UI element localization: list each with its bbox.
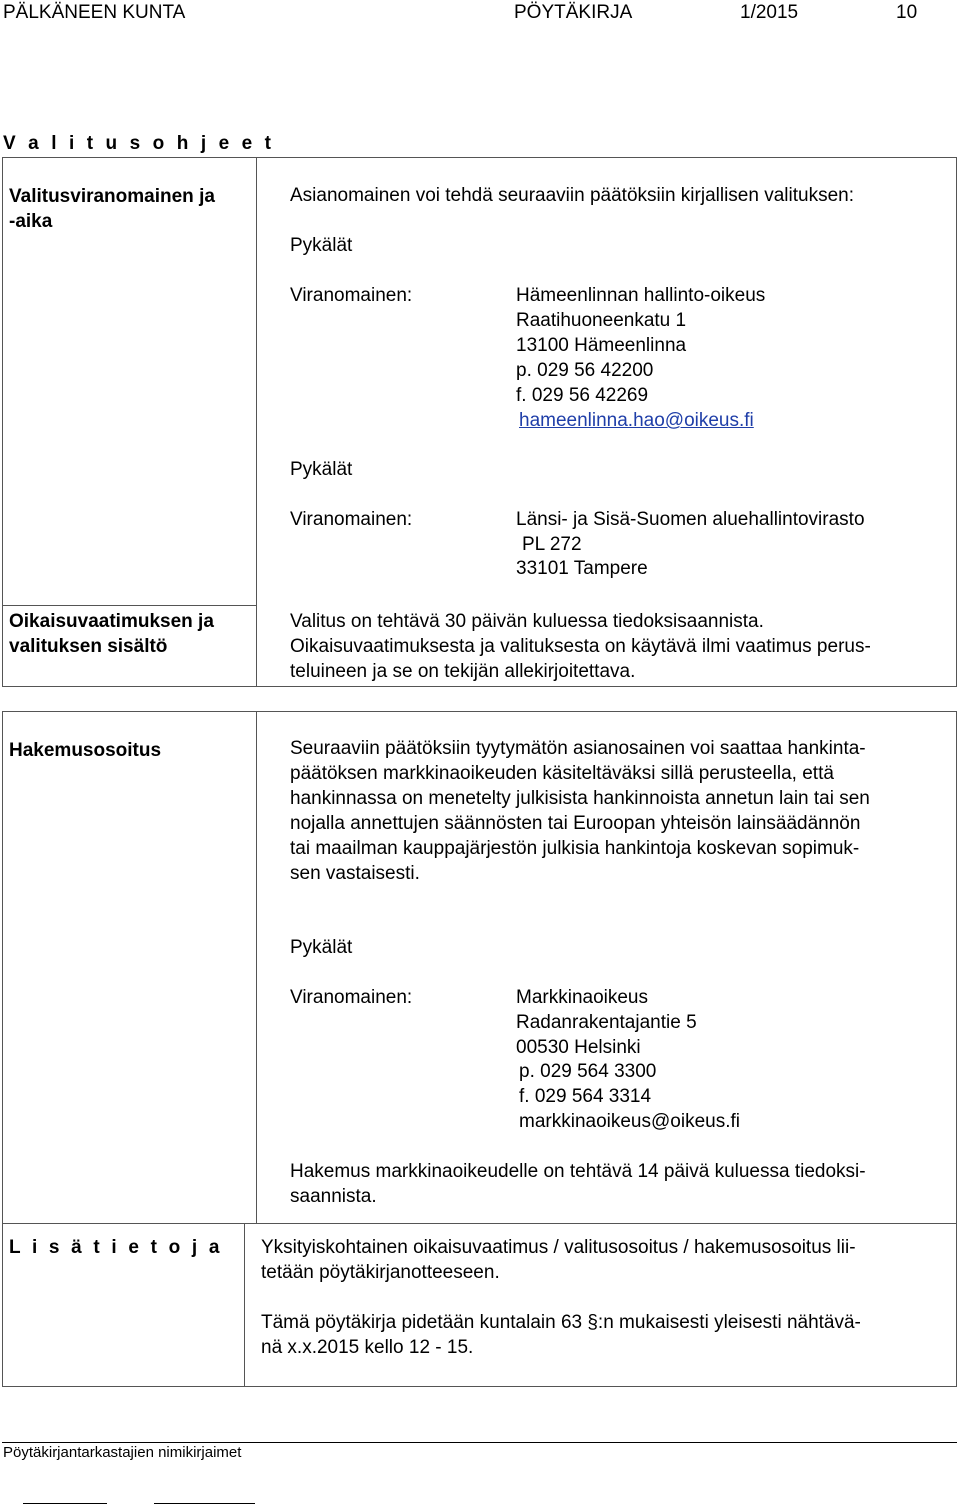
claim-label: Oikaisuvaatimuksen ja bbox=[9, 611, 214, 632]
authority-street: Radanrakentajantie 5 bbox=[516, 1012, 697, 1033]
initials-line-1 bbox=[23, 1503, 107, 1504]
appeal-label: Valitusviranomainen ja bbox=[9, 186, 215, 207]
extra-info-text-line: tetään pöytäkirjanotteeseen. bbox=[261, 1262, 500, 1283]
application-text-line: sen vastaisesti. bbox=[290, 863, 420, 884]
authority-email: markkinaoikeus@oikeus.fi bbox=[519, 1111, 740, 1132]
extra-info-text-line: Tämä pöytäkirja pidetään kuntalain 63 §:n mukaisesti yleisesti nähtävä- bbox=[261, 1312, 861, 1333]
claim-text-line: Valitus on tehtävä 30 päivän kuluessa tiedoksisaannista. bbox=[290, 611, 764, 632]
application-text-line: hankinnassa on menetelty julkisista hankinnoista annetun lain tai sen bbox=[290, 788, 870, 809]
deadline-text-line: saannista. bbox=[290, 1186, 377, 1207]
appeal-label-2: -aika bbox=[9, 211, 53, 232]
authority-phone: p. 029 564 3300 bbox=[519, 1061, 657, 1082]
authority-po-box: PL 272 bbox=[522, 534, 582, 555]
sections-label: Pykälät bbox=[290, 459, 353, 480]
authority-city: 13100 Hämeenlinna bbox=[516, 335, 687, 356]
footer-label: Pöytäkirjantarkastajien nimikirjaimet bbox=[3, 1444, 242, 1461]
authority-city: 00530 Helsinki bbox=[516, 1037, 641, 1058]
claim-text-line: teluineen ja se on tekijän allekirjoitettava. bbox=[290, 661, 636, 682]
application-text-line: nojalla annettujen säännösten tai Euroopan yhteisön lainsäädännön bbox=[290, 813, 861, 834]
authority-name: Hämeenlinnan hallinto-oikeus bbox=[516, 285, 766, 306]
authority-fax: f. 029 56 42269 bbox=[516, 385, 649, 406]
application-text-line: päätöksen markkinaoikeuden käsiteltäväksi sillä perusteella, että bbox=[290, 763, 834, 784]
authority-email-link[interactable]: hameenlinna.hao@oikeus.fi bbox=[519, 410, 754, 431]
extra-info-label: L i s ä t i e t o j a bbox=[9, 1237, 223, 1258]
authority-city: 33101 Tampere bbox=[516, 558, 648, 579]
initials-line-2 bbox=[154, 1503, 255, 1504]
appeal-intro: Asianomainen voi tehdä seuraaviin päätöksiin kirjallisen valituksen: bbox=[290, 185, 854, 206]
issue-number: 1/2015 bbox=[740, 2, 799, 23]
section-title: V a l i t u s o h j e e t bbox=[3, 133, 275, 154]
deadline-text-line: Hakemus markkinaoikeudelle on tehtävä 14 päivä kuluessa tiedoksi- bbox=[290, 1161, 866, 1182]
application-label: Hakemusosoitus bbox=[9, 740, 162, 761]
extra-info-text-line: Yksityiskohtainen oikaisuvaatimus / valitusosoitus / hakemusosoitus lii- bbox=[261, 1237, 856, 1258]
authority-name: Markkinaoikeus bbox=[516, 987, 648, 1008]
claim-text-line: Oikaisuvaatimuksesta ja valituksesta on käytävä ilmi vaatimus perus- bbox=[290, 636, 871, 657]
sections-label: Pykälät bbox=[290, 937, 353, 958]
appeal-box bbox=[2, 157, 957, 687]
extra-info-text-line: nä x.x.2015 kello 12 - 15. bbox=[261, 1337, 474, 1358]
authority-label: Viranomainen: bbox=[290, 285, 413, 306]
application-text-line: Seuraaviin päätöksiin tyytymätön asianosainen voi saattaa hankinta- bbox=[290, 738, 866, 759]
municipality-name: PÄLKÄNEEN KUNTA bbox=[3, 2, 186, 23]
authority-label: Viranomainen: bbox=[290, 987, 413, 1008]
authority-name: Länsi- ja Sisä-Suomen aluehallintovirasto bbox=[516, 509, 865, 530]
authority-street: Raatihuoneenkatu 1 bbox=[516, 310, 687, 331]
authority-phone: p. 029 56 42200 bbox=[516, 360, 654, 381]
sections-label: Pykälät bbox=[290, 235, 353, 256]
document-type: PÖYTÄKIRJA bbox=[514, 2, 633, 23]
page-number: 10 bbox=[896, 2, 918, 23]
authority-fax: f. 029 564 3314 bbox=[519, 1086, 652, 1107]
authority-label: Viranomainen: bbox=[290, 509, 413, 530]
claim-label-2: valituksen sisältö bbox=[9, 636, 168, 657]
application-text-line: tai maailman kauppajärjestön julkisia hankintoja koskevan sopimuk- bbox=[290, 838, 860, 859]
